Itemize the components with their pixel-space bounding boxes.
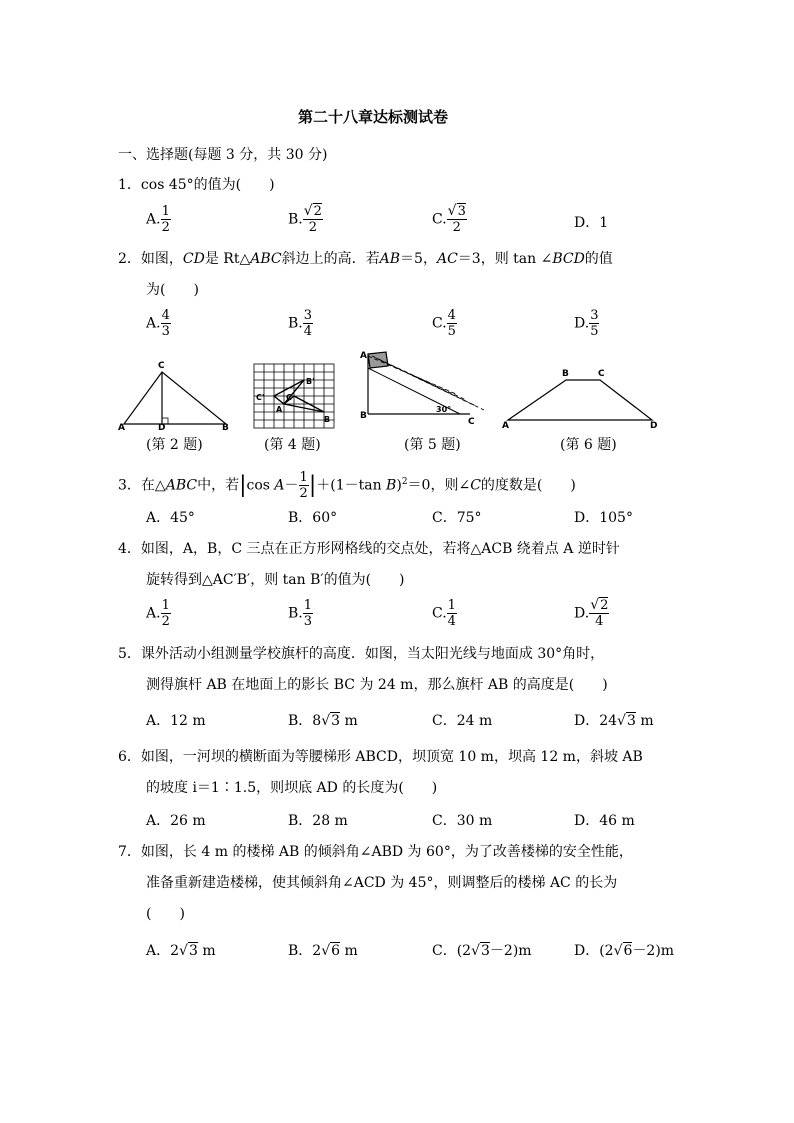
q5-option-d[interactable]: D．24√3 m <box>574 713 654 729</box>
fraction: $\frac{3}{5}$ <box>590 308 599 339</box>
fraction: $\frac{1}{3}$ <box>303 598 313 629</box>
q4-stem-line2: 旋转得到△AC′B′，则 tan B′的值为( ) <box>146 572 405 588</box>
fraction: $\frac{4}{5}$ <box>447 308 456 339</box>
q1-option-c[interactable]: C. $\frac{√3}{2}$ <box>432 203 466 235</box>
q1-option-d[interactable]: D．1 <box>574 215 609 231</box>
q7-stem-line3: ( ) <box>146 906 185 922</box>
page-title: 第二十八章达标测试卷 <box>298 108 449 126</box>
q7-stem-line2: 准备重新建造楼梯，使其倾斜角∠ACD 为 45°，则调整后的楼梯 AC 的长为 <box>146 875 618 891</box>
q7-stem-line1: 7．如图，长 4 m 的楼梯 AB 的倾斜角∠ABD 为 60°，为了改善楼梯的安全性能， <box>118 844 633 860</box>
figure-q5-flagpole <box>368 352 484 414</box>
q1-text: cos 45°的值为( ) <box>140 177 275 193</box>
q4-option-d[interactable]: D. $\frac{√2}{4}$ <box>574 597 609 629</box>
caption-fig2: (第 2 题) <box>146 437 203 453</box>
q6-option-b[interactable]: B．28 m <box>288 813 348 829</box>
figure-q2-triangle <box>124 372 226 424</box>
q6-stem-line2: 的坡度 i＝1∶1.5，则坝底 AD 的长度为( ) <box>146 780 438 796</box>
q4-stem-line1: 4．如图，A，B，C 三点在正方形网格线的交点处，若将△ACB 绕着点 A 逆时针 <box>118 541 620 557</box>
f2-label-c: C <box>158 361 165 371</box>
fraction: $\frac{√2}{4}$ <box>590 597 609 629</box>
f6-label-b: B <box>562 369 569 379</box>
fraction: $\frac{4}{3}$ <box>161 308 170 339</box>
fraction: $\frac{1}{4}$ <box>447 598 456 629</box>
figure-q6-trapezoid <box>508 380 652 420</box>
f6-label-c: C <box>598 369 605 379</box>
q6-option-d[interactable]: D．46 m <box>574 813 635 829</box>
f5-label-c: C <box>468 417 475 427</box>
q7-option-d[interactable]: D．(2√6－2)m <box>574 943 675 959</box>
f5-label-a: A <box>360 351 367 361</box>
f4-label-b: B <box>324 415 331 424</box>
f5-label-b: B <box>360 411 367 421</box>
q6-option-a[interactable]: A．26 m <box>146 813 206 829</box>
q5-stem-line1: 5．课外活动小组测量学校旗杆的高度．如图，当太阳光线与地面成 30°角时， <box>118 646 605 662</box>
q5-stem-line2: 测得旗杆 AB 在地面上的影长 BC 为 24 m，那么旗杆 AB 的高度是( ) <box>146 677 608 693</box>
q3-option-c[interactable]: C．75° <box>432 510 482 526</box>
figures-row <box>110 350 690 432</box>
q5-option-b[interactable]: B．8√3 m <box>288 713 358 729</box>
q1-option-a[interactable]: A. $\frac{1}{2}$ <box>146 204 170 235</box>
f4-label-cprime: C' <box>256 393 265 402</box>
abs-bar-right: | <box>308 472 317 498</box>
fraction: $\frac{3}{4}$ <box>303 308 313 339</box>
f4-label-a: A <box>276 405 283 414</box>
fraction: $\frac{1}{2}$ <box>161 598 170 629</box>
q3-option-a[interactable]: A．45° <box>146 510 195 526</box>
q2-option-a[interactable]: A. $\frac{4}{3}$ <box>146 308 170 339</box>
f6-label-d: D <box>650 421 658 431</box>
caption-fig5: (第 5 题) <box>404 437 461 453</box>
abs-bar-left: | <box>239 472 247 498</box>
q2-option-b[interactable]: B. $\frac{3}{4}$ <box>288 308 313 339</box>
caption-fig4: (第 4 题) <box>264 437 321 453</box>
q6-stem-line1: 6．如图，一河坝的横断面为等腰梯形 ABCD，坝顶宽 10 m，坝高 12 m，斜坡 AB <box>118 749 643 765</box>
f6-label-a: A <box>502 421 509 431</box>
q2-stem-line1: 2．如图，CD是 Rt△ABC斜边上的高．若AB＝5，AC＝3，则 tan ∠BCD的值 <box>118 251 613 267</box>
f2-label-b: B <box>222 423 229 432</box>
q5-option-c[interactable]: C．24 m <box>432 713 493 729</box>
f4-label-bprime: B' <box>306 377 315 386</box>
f2-label-d: D <box>158 423 166 432</box>
q7-option-a[interactable]: A．2√3 m <box>146 943 216 959</box>
fraction: $\frac{1}{2}$ <box>161 204 170 235</box>
fraction: $\frac{√2}{2}$ <box>303 203 322 235</box>
q2-stem-line2: 为( ) <box>146 282 199 298</box>
q1-option-b[interactable]: B. $\frac{√2}{2}$ <box>288 203 322 235</box>
q3-option-b[interactable]: B．60° <box>288 510 338 526</box>
section-heading: 一、选择题(每题 3 分，共 30 分) <box>118 147 328 163</box>
q3-stem: 3．在△ABC中，若|cos A－ $\frac{1}{2}$ |＋(1－tan B)$^2$＝0，则∠C的度数是( ) <box>118 470 576 501</box>
q2-option-c[interactable]: C. $\frac{4}{5}$ <box>432 308 456 339</box>
q5-option-a[interactable]: A．12 m <box>146 713 206 729</box>
q4-option-c[interactable]: C. $\frac{1}{4}$ <box>432 598 456 629</box>
q6-option-c[interactable]: C．30 m <box>432 813 493 829</box>
q4-option-b[interactable]: B. $\frac{1}{3}$ <box>288 598 313 629</box>
figure-q4-grid <box>254 364 334 428</box>
q7-option-b[interactable]: B．2√6 m <box>288 943 358 959</box>
q2-option-d[interactable]: D. $\frac{3}{5}$ <box>574 308 599 339</box>
q7-option-c[interactable]: C．(2√3－2)m <box>432 943 532 959</box>
q1-stem <box>118 176 275 194</box>
f4-label-c: C <box>286 393 292 402</box>
fraction: $\frac{√3}{2}$ <box>447 203 466 235</box>
caption-fig6: (第 6 题) <box>560 437 617 453</box>
q4-option-a[interactable]: A. $\frac{1}{2}$ <box>146 598 170 629</box>
f5-label-angle: 30° <box>436 405 452 414</box>
f2-label-a: A <box>118 423 125 432</box>
fraction: $\frac{1}{2}$ <box>299 470 308 501</box>
q3-option-d[interactable]: D．105° <box>574 510 633 526</box>
q1-number: 1． <box>118 177 141 193</box>
